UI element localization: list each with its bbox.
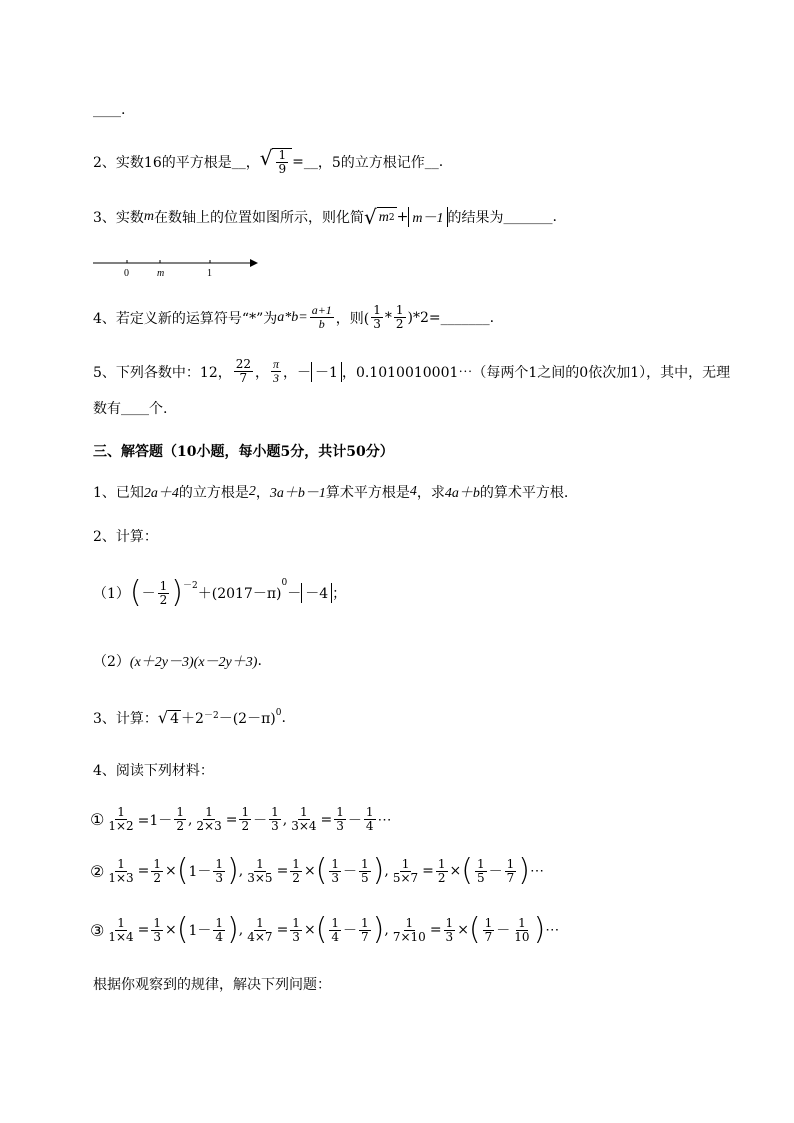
problem-3: 3、计算： √ 4 ＋2 $^{-2}$ －(2－π) $^0$ .: [93, 707, 286, 727]
tick-label-1: 1: [207, 268, 212, 279]
problem-4-title: 4、阅读下列材料：: [93, 763, 214, 779]
absolute-value: －4: [301, 583, 332, 603]
tick-label-m: m: [157, 268, 165, 279]
question-2: 2、实数16的平方根是 __ ， √ $\frac{1}{9}$ = __ ，5的立方根记作 __ .: [93, 146, 444, 176]
material-1: ① $\frac{1}{1\times 2}$ =1－ $\frac{1}{2}$ , $\frac{1}{2\times 3}$ = $\frac{1}{2}$ － $\frac{1}{3}$ , $\frac{1}{3\times 4}$ = $\frac{1}{3}$ － $\frac{1}{4}$ ⋯: [90, 805, 392, 833]
absolute-value: －1: [311, 362, 342, 382]
section-heading: 三、解答题（10小题，每小题5分，共计50分）: [93, 444, 394, 460]
problem-2-title: 2、计算：: [93, 529, 158, 545]
answer-blank: __: [303, 154, 318, 170]
material-2: ② $\frac{1}{1\times 3}$ = $\frac{1}{2}$ × ( 1－ $\frac{1}{3}$ ) , $\frac{1}{3\times 5}$ = $\frac{1}{2}$ × ( $\frac{1}{3}$ － $\frac{1}{5}$ ) , $\frac{1}{5\times 7}$ = $\frac{1}{2}$ × ( $\frac{1}{5}$ － $\frac{1}{7}$ ) ⋯: [90, 853, 544, 888]
question-5: 5、下列各数中：12， $\frac{22}{7}$ ， $\frac{\pi}{3}$ ，－ －1 ，0.1010010001⋯（每两个1之间的0依次加1），其中，无理: [93, 357, 731, 385]
number-line: [90, 252, 260, 282]
question-4: 4、若定义新的运算符号“*”为 a*b= $\frac{a+1}{b}$ ，则( $\frac{1}{3}$ * $\frac{1}{2}$ )*2= _______ .: [93, 303, 495, 331]
answer-blank: __: [231, 154, 246, 170]
absolute-value: m－1: [408, 207, 447, 227]
closing-instruction: 根据你观察到的规律，解决下列问题：: [93, 977, 331, 993]
tick-label-0: 0: [124, 268, 129, 279]
question-5-line-2: 数有 ____ 个.: [93, 400, 168, 417]
continued-blank: ____.: [93, 102, 126, 118]
sqrt-expression: √ m 2: [364, 205, 395, 229]
question-3: 3、实数 m 在数轴上的位置如图所示，则化简 √ m 2 + m－1 的结果为 _______ .: [93, 205, 557, 229]
sqrt-expression: √ $\frac{1}{9}$: [260, 148, 292, 176]
arrow-right-icon: [250, 259, 258, 267]
material-3: ③ $\frac{1}{1\times 4}$ = $\frac{1}{3}$ × ( 1－ $\frac{1}{4}$ ) , $\frac{1}{4\times 7}$ = $\frac{1}{3}$ × ( $\frac{1}{4}$ － $\frac{1}{7}$ ) , $\frac{1}{7\times 10}$ = $\frac{1}{3}$ × ( $\frac{1}{7}$ － $\frac{1}{10}$ ) ⋯: [90, 912, 560, 947]
answer-blank: _______: [503, 209, 553, 225]
answer-blank: ____: [121, 400, 149, 416]
answer-blank: __: [424, 154, 439, 170]
problem-2-part-2: （2） (x＋2y－3)(x－2y＋3) .: [93, 653, 262, 670]
problem-2-part-1: （1） ( － $\frac{1}{2}$ ) $^{-2}$ ＋(2017－π) $^0$ － －4 ；: [93, 575, 347, 610]
answer-blank: _______: [440, 309, 490, 326]
problem-1: 1、已知 2a＋4 的立方根是 2 ， 3a＋b－1 算术平方根是 4 ，求 4a＋b 的算术平方根.: [93, 484, 569, 501]
